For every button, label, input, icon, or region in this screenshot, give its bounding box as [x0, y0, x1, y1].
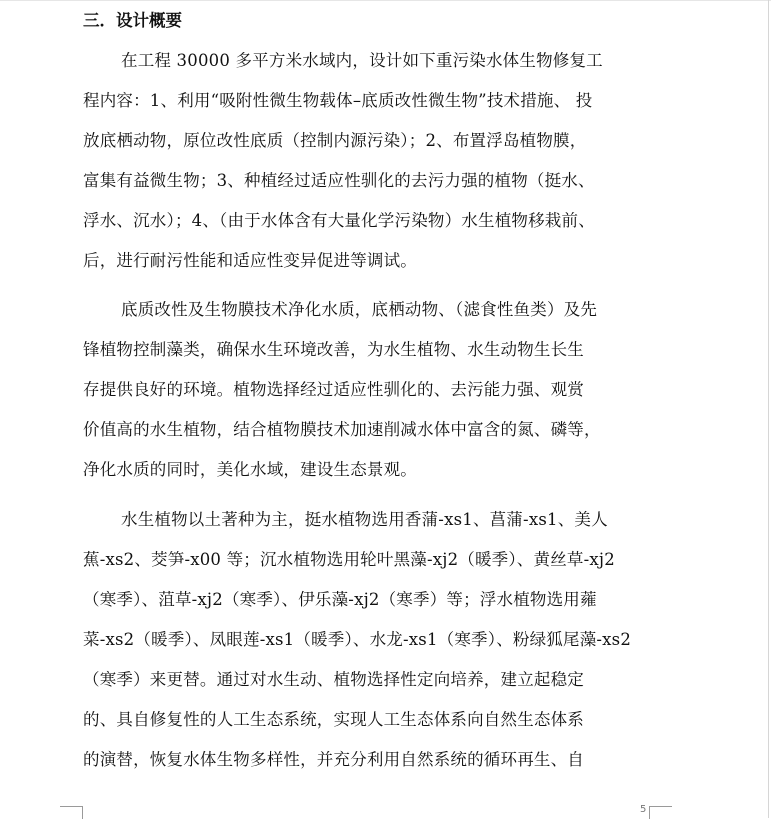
paragraph-3-line-3: （寒季）、菹草-xj2（寒季）、伊乐藻-xj2（寒季）等；浮水植物选用蕹	[83, 590, 597, 609]
paragraph-2-line-5: 净化水质的同时，美化水域，建设生态景观。	[83, 460, 417, 479]
paragraph-2-line-3: 存提供良好的环境。植物选择经过适应性驯化的、去污能力强、观赏	[83, 380, 584, 399]
paragraph-1-line-2: 程内容：1、利用“吸附性微生物载体–底质改性微生物”技术措施、 投	[83, 91, 593, 110]
paragraph-1-line-6: 后，进行耐污性能和适应性变异促进等调试。	[83, 251, 417, 270]
paragraph-3-line-4: 菜-xs2（暖季）、凤眼莲-xs1（暖季）、水龙-xs1（寒季）、粉绿狐尾藻-xs2	[83, 630, 632, 649]
paragraph-3-line-1: 水生植物以土著种为主，挺水植物选用香蒲-xs1、菖蒲-xs1、美人	[121, 510, 608, 529]
paragraph-1-line-4: 富集有益微生物；3、种植经过适应性驯化的去污力强的植物（挺水、	[83, 171, 595, 190]
paragraph-3-line-5: （寒季）来更替。通过对水生动、植物选择性定向培养，建立起稳定	[83, 670, 584, 689]
page-corner-mark-left	[60, 806, 83, 819]
paragraph-1-line-1: 在工程 30000 多平方米水域内，设计如下重污染水体生物修复工	[121, 51, 603, 70]
page-number: 5	[640, 804, 647, 815]
paragraph-1-line-3: 放底栖动物，原位改性底质（控制内源污染）；2、布置浮岛植物膜，	[83, 131, 587, 150]
paragraph-3-line-6: 的、具自修复性的人工生态系统，实现人工生态体系向自然生态体系	[83, 710, 584, 729]
paragraph-3-line-7: 的演替，恢复水体生物多样性，并充分利用自然系统的循环再生、自	[83, 750, 584, 769]
paragraph-2-line-4: 价值高的水生植物，结合植物膜技术加速削减水体中富含的氮、磷等，	[83, 420, 601, 439]
paragraph-1-line-5: 浮水、沉水）；4、（由于水体含有大量化学污染物）水生植物移栽前、	[83, 211, 595, 230]
page-corner-mark-right	[649, 806, 672, 819]
section-heading: 三．设计概要	[83, 11, 182, 30]
paragraph-2-line-1: 底质改性及生物膜技术净化水质，底栖动物、（滤食性鱼类）及先	[121, 300, 598, 319]
paragraph-2-line-2: 锋植物控制藻类，确保水生环境改善，为水生植物、水生动物生长生	[83, 340, 584, 359]
paragraph-3-line-2: 蕉-xs2、茭笋-x00 等；沉水植物选用轮叶黑藻-xj2（暖季）、黄丝草-xj2	[83, 550, 615, 569]
